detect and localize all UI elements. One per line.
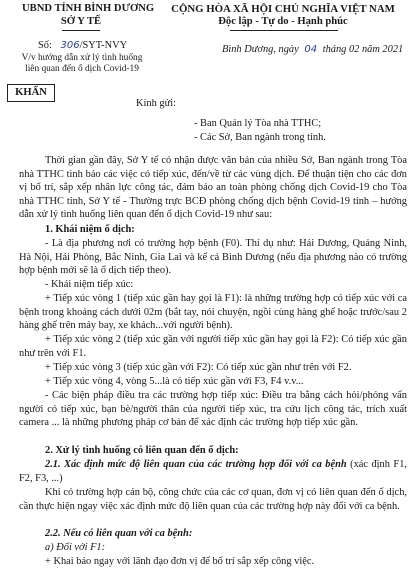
department-name: SỞ Y TẾ [60,16,102,27]
section-2-1-rest: (xác định F1, F2, F3, ...) [19,459,407,484]
section-1-title: 1. Khái niệm ổ dịch: [45,224,135,235]
section-1-paragraph-2: - Khái niệm tiếp xúc: [45,279,134,290]
section-2-2-title: 2.2. Nếu có liên quan với ca bệnh: [45,528,193,539]
intro-paragraph: Thời gian gần đây, Sở Y tế có nhận được văn bản của nhiều Sở, Ban ngành trong Tòa nhà TTHC tình báo các việc có tiếp xúc, đến/về từ các vùng dịch. Để thuận tiện cho các đơn vị bố trí, sắp xếp nhân lực công tác, đảm bảo an toàn phòng chống dịch Covid-19 cho Tòa nhà TTHC tỉnh, Sở Y tế - Thường trực BCĐ phòng chống dịch bệnh Covid-19 tỉnh – hướng dẫn xử lý tình huống liên quan đến ổ dịch Covid-19 như sau: [19,155,407,221]
document-date [222,44,403,55]
subject-line-2: liên quan đến ổ dịch Covid-19 [25,64,139,74]
org-name: UBND TỈNH BÌNH DƯƠNG [22,3,155,14]
section-2-1-paragraph: Khi có trường hợp cán bộ, công chức của các cơ quan, đơn vị có liên quan đến ổ dịch, cần thực hiện ngay việc xác định mức độ liên quan của các trường hợp này đối với ca bệnh. [19,487,407,512]
doc-no-prefix: Số: [38,40,52,51]
section-1-paragraph-4: + Tiếp xúc vòng 2 (tiếp xúc gần với người tiếp xúc gần hay gọi là F2): Có tiếp xúc gần như trên với F1. [19,334,407,359]
subject-line-1: V/v hướng dẫn xử lý tình huống [21,53,143,63]
section-1-paragraph-1: - Là địa phương nơi có trường hợp bệnh (F0). Thí dụ như: Hải Dương, Quảng Ninh, Hà Nội, Hải Phòng, Bắc Ninh, Gia Lai và kể cả Bình Dương (nếu địa phương nào có trường hợp bệnh mới sẽ là ổ dịch tiếp theo). [19,238,407,277]
nation-motto: Độc lập - Tự do - Hạnh phúc [218,16,348,27]
recipient-item-1: - Ban Quản lý Tòa nhà TTHC; [194,118,322,129]
section-2-1-title: 2.1. Xác định mức độ liên quan của các trường hợp đối với ca bệnh [45,459,347,470]
section-2-1-heading [19,458,407,485]
date-prefix: Bình Dương, ngày [222,44,299,55]
nation-title: CỘNG HÒA XÃ HỘI CHỦ NGHĨA VIỆT NAM [171,3,395,15]
doc-no-handwritten: 306 [60,40,80,51]
document-number [38,40,127,51]
recipient-greeting: Kính gửi: [136,98,176,109]
urgent-stamp: KHẨN [7,84,55,102]
date-suffix: tháng 02 năm 2021 [322,44,404,55]
section-1-paragraph-6: + Tiếp xúc vòng 4, vòng 5...là có tiếp xúc gần với F3, F4 v.v... [45,376,304,387]
recipient-item-2: - Các Sở, Ban ngành trong tỉnh. [194,132,326,143]
section-2-title: 2. Xử lý tình huống có liên quan đến ổ dịch: [45,445,239,456]
section-1-paragraph-7: - Các biện pháp điều tra các trường hợp tiếp xúc: Điều tra bằng cách hỏi/phỏng vấn người có tiếp xúc, bạn bè/người thân của người tiếp xúc, tra cứu lịch công tác, trích xuất camera ... là những phương pháp cơ bản để xác định các trường hợp tiếp xúc gần. [19,390,407,429]
doc-no-suffix: /SYT-NVY [79,40,128,51]
date-day-handwritten: 04 [304,44,318,55]
section-1-paragraph-3: + Tiếp xúc vòng 1 (tiếp xúc gần hay gọi là F1): là những trường hợp có tiếp xúc với ca bệnh trong khoảng cách dưới 02m (bắt tay, nói chuyện, ngồi cùng hàng ghế hoặc trước/sau 2 hàng ghế trên máy bay, xe khách...với người bệnh). [19,293,407,332]
org-underline [62,30,100,31]
section-1-paragraph-5: + Tiếp xúc vòng 3 (tiếp xúc gần với F2): Có tiếp xúc gần như trên với F2. [45,362,352,373]
section-2-2-a-title: a) Đối với F1: [45,542,106,553]
motto-underline [230,30,338,31]
section-2-2-a-paragraph: + Khai báo ngay với lãnh đạo đơn vị để bố trí sắp xếp công việc. [45,556,315,567]
